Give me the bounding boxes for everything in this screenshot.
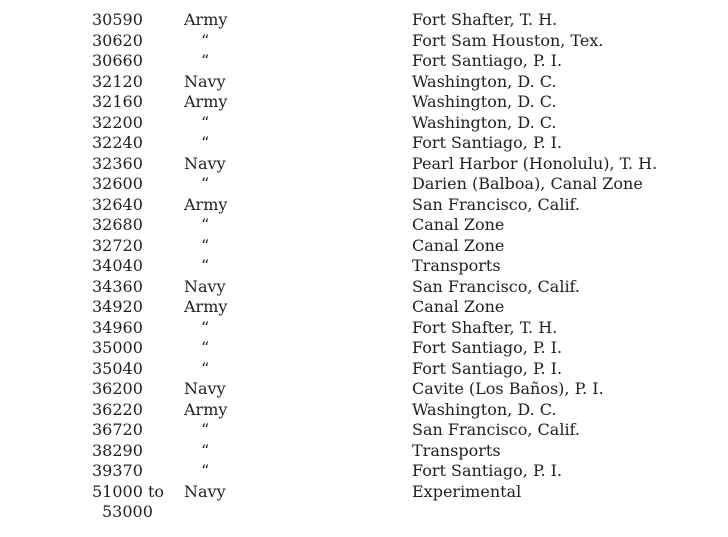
station: Fort Shafter, T. H.: [412, 317, 558, 337]
service-ditto: “: [201, 358, 210, 378]
station: Washington, D. C.: [412, 92, 557, 111]
station: Fort Shafter, T. H.: [412, 10, 558, 29]
frequency: 32720: [92, 235, 143, 255]
frequency: 32240: [92, 133, 143, 152]
table-row: [0, 400, 728, 421]
frequency: 30590: [92, 10, 143, 29]
service-ditto: “: [201, 256, 210, 275]
service: Army: [184, 10, 228, 29]
station: San Francisco, Calif.: [412, 420, 580, 439]
frequency: 34960: [92, 317, 143, 337]
table-row: [0, 297, 728, 318]
table-row: [0, 236, 728, 257]
frequency: 39370: [92, 461, 143, 480]
service-ditto: “: [201, 51, 210, 70]
table-row: [0, 379, 728, 400]
service-ditto: “: [201, 235, 210, 255]
station: Fort Santiago, P. I.: [412, 51, 563, 70]
frequency: 30620: [92, 30, 143, 50]
table-row: [0, 195, 728, 216]
table-row: [0, 174, 728, 195]
frequency: 32600: [92, 174, 143, 193]
station: Fort Santiago, P. I.: [412, 338, 563, 357]
station: Experimental: [412, 481, 522, 501]
station: Fort Santiago, P. I.: [412, 133, 563, 152]
table-row: [0, 113, 728, 134]
frequency: 36720: [92, 420, 143, 439]
table-row-continuation: [0, 502, 728, 523]
station: Cavite (Los Baños), P. I.: [412, 379, 604, 398]
frequency-range-end: 53000: [102, 502, 153, 521]
table-row: [0, 441, 728, 462]
table-row: [0, 215, 728, 236]
station: San Francisco, Calif.: [412, 276, 580, 296]
table-row: [0, 482, 728, 503]
service: Army: [184, 297, 228, 316]
service: Navy: [184, 153, 226, 173]
frequency: 36200: [92, 379, 143, 398]
station: San Francisco, Calif.: [412, 194, 580, 214]
table-row: [0, 133, 728, 154]
service: Navy: [184, 379, 226, 398]
service-ditto: “: [201, 420, 210, 439]
table-row: [0, 10, 728, 31]
table-row: [0, 318, 728, 339]
station: Transports: [412, 256, 501, 275]
table-row: [0, 338, 728, 359]
station: Canal Zone: [412, 235, 505, 255]
service: Navy: [184, 276, 226, 296]
service-ditto: “: [201, 215, 210, 234]
station: Fort Santiago, P. I.: [412, 358, 563, 378]
service-ditto: “: [201, 112, 210, 132]
frequency: 32200: [92, 112, 143, 132]
service-ditto: “: [201, 461, 210, 480]
station: Fort Sam Houston, Tex.: [412, 30, 604, 50]
service: Navy: [184, 71, 226, 91]
frequency: 51000 to: [92, 481, 165, 501]
service-ditto: “: [201, 174, 210, 193]
table-row: [0, 420, 728, 441]
table-row: [0, 277, 728, 298]
service-ditto: “: [201, 133, 210, 152]
service-ditto: “: [201, 317, 210, 337]
frequency: 30660: [92, 51, 143, 70]
table-row: [0, 154, 728, 175]
station: Washington, D. C.: [412, 112, 557, 132]
station: Washington, D. C.: [412, 399, 557, 419]
table-row: [0, 92, 728, 113]
station: Pearl Harbor (Honolulu), T. H.: [412, 153, 658, 173]
frequency: 38290: [92, 440, 143, 460]
service-ditto: “: [201, 30, 210, 50]
table-row: [0, 359, 728, 380]
service-ditto: “: [201, 440, 210, 460]
frequency: 36220: [92, 399, 143, 419]
frequency: 34920: [92, 297, 143, 316]
service: Army: [184, 92, 228, 111]
frequency: 34360: [92, 276, 143, 296]
frequency: 34040: [92, 256, 143, 275]
table-row: [0, 51, 728, 72]
table-row: [0, 72, 728, 93]
frequency: 32160: [92, 92, 143, 111]
station: Darien (Balboa), Canal Zone: [412, 174, 643, 193]
service-ditto: “: [201, 338, 210, 357]
frequency: 35000: [92, 338, 143, 357]
service: Army: [184, 399, 228, 419]
station: Transports: [412, 440, 501, 460]
frequency: 32680: [92, 215, 143, 234]
station: Washington, D. C.: [412, 71, 557, 91]
station: Canal Zone: [412, 215, 505, 234]
table-row: [0, 461, 728, 482]
frequency: 32360: [92, 153, 143, 173]
frequency: 35040: [92, 358, 143, 378]
table-row: [0, 31, 728, 52]
frequency-allocation-table: [0, 10, 728, 523]
frequency: 32120: [92, 71, 143, 91]
service: Army: [184, 194, 228, 214]
table-row: [0, 256, 728, 277]
service: Navy: [184, 481, 226, 501]
station: Canal Zone: [412, 297, 505, 316]
station: Fort Santiago, P. I.: [412, 461, 563, 480]
frequency: 32640: [92, 194, 143, 214]
